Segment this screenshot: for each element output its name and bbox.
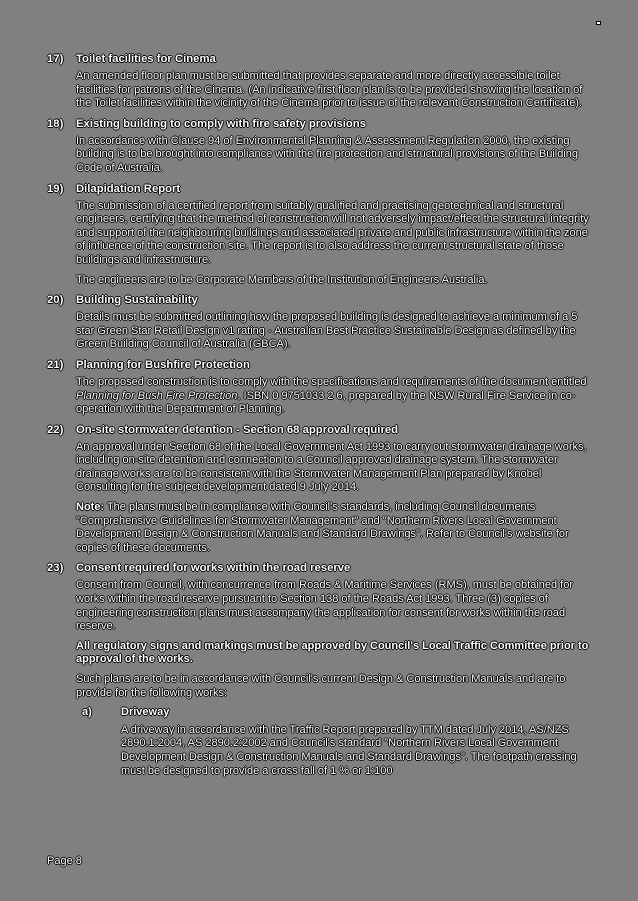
condition-paragraph: Consent from Council, with concurrence from Roads & Maritime Services (RMS), must be obtained for works within the road reserve pursuant to Section 138 of the Roads Act 1993. Three (3) copies of engineering construction plans must accompany the application for consent for works within the road reserve. — [76, 579, 574, 633]
condition-19 — [47, 182, 595, 288]
condition-title: Planning for Bushfire Protection — [76, 358, 250, 371]
condition-title: Dilapidation Report — [76, 182, 181, 195]
condition-20 — [47, 293, 595, 352]
sub-item-title: Driveway — [121, 706, 170, 719]
condition-paragraph: In accordance with Clause 94 of Environmental Planning & Assessment Regulation 2000, the existing building is to be brought into compliance with the fire protection and structural provisions of the Building Code of Australia. — [76, 134, 579, 174]
condition-18 — [47, 117, 595, 176]
condition-paragraph: The engineers are to be Corporate Members of the Institution of Engineers Australia. — [76, 273, 488, 286]
condition-heading — [47, 561, 595, 575]
condition-title: Toilet facilities for Cinema — [76, 53, 216, 65]
condition-paragraph: Details must be submitted outlining how the proposed building is designed to achieve a minimum of a 5 star Green Star Retail Design v1 rating - Australian Best Practice Sustainable Design as defined by the Green Building Council of Australia (GBCA). — [76, 311, 578, 351]
document-title-italic: Planning for Bush Fire Protection — [76, 389, 238, 402]
note-paragraph — [76, 501, 595, 555]
condition-heading — [47, 423, 595, 437]
conditions-list — [47, 52, 595, 782]
condition-21 — [47, 358, 595, 417]
sub-item-paragraph: A driveway in accordance with the Traffic Report prepared by TTM dated July 2014, AS/NZS 2890.1:2004, AS 2890.2:2002 and Council's standard "Northern Rivers Local Government Development Design & Construction Manuals and Standard Drawings". The footpath crossing must be designed to provide a cross fall of 1 % or 1:100 — [121, 723, 577, 777]
condition-number: 18) — [47, 117, 64, 130]
page-number: Page 8 — [47, 855, 82, 867]
condition-number: 17) — [47, 53, 64, 65]
condition-heading — [47, 182, 595, 196]
sub-item-heading — [82, 706, 595, 720]
sub-item-number: a) — [82, 706, 92, 719]
condition-number: 23) — [47, 562, 64, 575]
condition-title: Existing building to comply with fire safety provisions — [76, 117, 366, 130]
condition-number: 20) — [47, 294, 64, 307]
condition-22 — [47, 423, 595, 556]
condition-title: Consent required for works within the road reserve — [76, 562, 351, 575]
condition-paragraph: The submission of a certified report from suitably qualified and practising geotechnical and structural engineers, certifying that the method of construction will not adversely impact/effect the structural integrity and support of the neighbouring buildings and associated private and public infrastructure within the zone of influence of the construction site. The report is to also address the current structural state of those buildings and infrastructure. — [76, 199, 589, 266]
note-label: Note: — [76, 501, 105, 514]
condition-17 — [47, 52, 595, 111]
condition-paragraph: Such plans are to be in accordance with Council's current Design & Construction Manuals and are to provide for the following works: — [76, 673, 566, 699]
condition-heading — [47, 117, 595, 131]
condition-heading — [47, 358, 595, 372]
note-text: The plans must be in compliance with Council's standards, including Council documents "Comprehensive Guidelines for Stormwater Management" and "Northern Rivers Local Government Development Design & Construction Manuals and Standard Drawings". Refer to Council's website for copies of these documents. — [76, 501, 569, 554]
paragraph-text: , ISBN 0 9751033 2 6, prepared by the NSW Rural Fire Service in co-operation with the Department of Planning. — [76, 389, 576, 416]
condition-title: Building Sustainability — [76, 294, 198, 307]
condition-23 — [47, 561, 595, 778]
condition-paragraph: An approval under Section 68 of the Local Government Act 1993 to carry out stormwater drainage works, including on-site detention and connection to a Council approved drainage system. The stormwater drainage works are to be consistent with the Stormwater Management Plan prepared by Knobel Consulting for the subject development dated 9 July 2014. — [76, 440, 587, 494]
corner-mark — [597, 22, 600, 24]
paragraph-text: The proposed construction is to comply with the specifications and requirements of the document entitled — [76, 375, 587, 388]
condition-heading — [47, 293, 595, 307]
condition-title: On-site stormwater detention - Section 68 approval required — [76, 423, 399, 436]
condition-paragraph — [76, 376, 595, 417]
condition-heading — [47, 52, 595, 66]
condition-paragraph: An amended floor plan must be submitted that provides separate and more directly accessible toilet facilities for patrons of the Cinema. (An indicative first floor plan is to be provided showing the location of the Toilet facilities within the vicinity of the Cinema prior to issue of the relevant Construction Certificate). — [76, 70, 583, 110]
bold-paragraph: All regulatory signs and markings must be approved by Council's Local Traffic Committee prior to approval of the works. — [76, 639, 589, 666]
condition-number: 19) — [47, 182, 64, 195]
condition-number: 22) — [47, 423, 64, 436]
condition-number: 21) — [47, 358, 64, 371]
